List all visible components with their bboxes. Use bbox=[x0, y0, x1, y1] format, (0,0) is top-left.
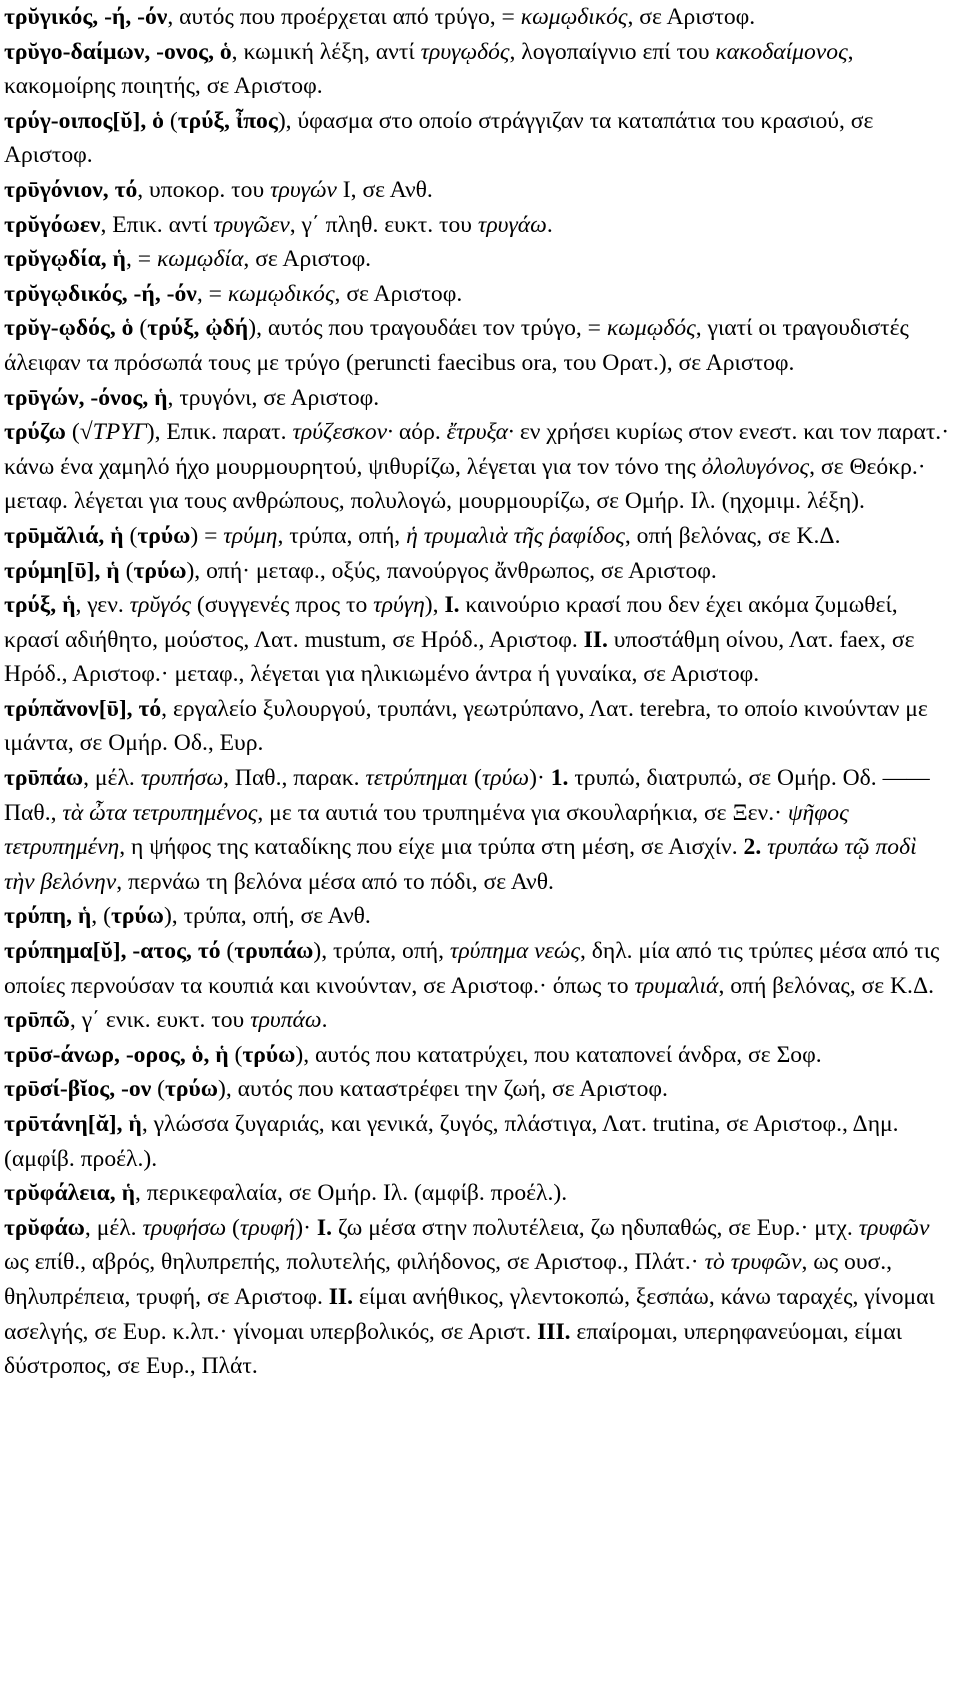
entry-text: ως επίθ., αβρός, θηλυπρεπής, πολυτελής, φιλήδονος, σε Αριστοφ., Πλάτ.· bbox=[4, 1249, 705, 1276]
entry-text: ), αυτός που καταστρέφει την ζωή, σε Αριστοφ. bbox=[218, 1076, 668, 1103]
entry-text: , κακομοίρης ποιητής, σε Αριστοφ. bbox=[4, 38, 854, 100]
entry-text: , δηλ. μία από τις τρύπες μέσα από τις οποίες περνούσαν τα κουπιά και κινούνταν, σε Αριστοφ.· όπως το bbox=[4, 938, 940, 999]
entry-headword: τρῡγών, -όνος, ἡ bbox=[4, 384, 168, 411]
entry-italic-text: τρυφήσω bbox=[142, 1214, 227, 1241]
entry-text: , Επικ. αντί bbox=[100, 211, 214, 238]
entry-text: , σε Αριστοφ. bbox=[627, 4, 756, 30]
entry-text: , = bbox=[125, 246, 157, 273]
dictionary-entry bbox=[4, 1211, 952, 1384]
entry-text: , σε Αριστοφ. bbox=[334, 280, 463, 307]
dictionary-entry bbox=[4, 1107, 952, 1176]
entry-text: ( bbox=[163, 107, 178, 134]
entry-headword: τρῡτάνη[ᾰ], ἡ bbox=[4, 1111, 142, 1137]
entry-headword: τρύξ, ἡ bbox=[4, 592, 76, 619]
dictionary-entry bbox=[4, 1072, 952, 1107]
entry-text: ( bbox=[119, 557, 134, 584]
entry-italic-text: τρυγῶεν bbox=[213, 211, 290, 238]
entry-headword: τρῠγόωεν bbox=[4, 211, 101, 238]
entry-headword: τρῠγῳδία, ἡ bbox=[4, 246, 126, 273]
entry-headword: τρῠγῳδικός, -ή, -όν bbox=[4, 280, 197, 307]
entry-headword: τρῡμᾰλιά, ἡ bbox=[4, 522, 124, 549]
entry-text: , μέλ. bbox=[83, 765, 141, 792]
entry-text: , εργαλείο ξυλουργού, τρυπάνι, γεωτρύπανο, Λατ. terebra, το οποίο κινούνταν με ιμάντα, σε Ομήρ. Οδ., Ευρ. bbox=[4, 695, 928, 757]
entry-text: ( bbox=[220, 938, 235, 965]
entry-italic-text: κακοδαίμονος bbox=[715, 38, 848, 65]
entry-text: , υποκορ. του bbox=[137, 176, 271, 203]
entry-text: ( bbox=[226, 1214, 240, 1241]
entry-headword: τρῠγο-δαίμων, -ονος, ὁ bbox=[4, 38, 232, 65]
entry-text: υποστάθμη οίνου, Λατ. faex, σε Ηρόδ., Αριστοφ.· μεταφ., λέγεται για ηλικιωμένο άντρα ή γυναίκα, σε Αριστοφ. bbox=[4, 626, 915, 688]
entry-text: , σε Θεόκρ.· μεταφ. λέγεται για τους ανθρώπους, πολυλογώ, μουρμουρίζω, σε Ομήρ. Ιλ. (ηχομιμ. λέξη). bbox=[4, 453, 926, 515]
entry-italic-text: τετρύπημαι bbox=[365, 765, 469, 792]
entry-italic-text: √ΤΡΥΓ bbox=[79, 419, 147, 446]
entry-headword: II. bbox=[583, 626, 608, 653]
entry-italic-text: τρυγών bbox=[270, 176, 337, 203]
entry-headword: τρύω bbox=[137, 522, 191, 549]
entry-headword: τρύζω bbox=[4, 419, 66, 446]
dictionary-entry bbox=[4, 1038, 952, 1073]
entry-italic-text: τρυπάω bbox=[250, 1007, 322, 1034]
entry-italic-text: ὀλολυγόνος bbox=[701, 453, 810, 480]
dictionary-entry bbox=[4, 173, 952, 208]
entry-italic-text: τρῠγός bbox=[129, 592, 191, 619]
entry-italic-text: κωμῳδικός bbox=[520, 4, 628, 30]
entry-text: ) = bbox=[190, 522, 224, 549]
entry-text: ), τρύπα, οπή, σε Ανθ. bbox=[163, 903, 371, 930]
entry-italic-text: κωμῳδία bbox=[156, 246, 244, 273]
entry-headword: τρυπάω bbox=[234, 938, 314, 965]
entry-text: , γ΄ ενικ. ευκτ. του bbox=[69, 1007, 251, 1034]
entry-text: , ( bbox=[91, 903, 111, 930]
entry-text: (συγγενές προς το bbox=[190, 592, 374, 619]
entry-text: ( bbox=[228, 1041, 243, 1068]
entry-text: I, σε Ανθ. bbox=[336, 176, 433, 203]
entry-text: ), bbox=[424, 592, 445, 619]
entry-text: ), αυτός που κατατρύχει, που καταπονεί άνδρα, σε Σοφ. bbox=[295, 1041, 822, 1068]
entry-italic-text: τὰ ὦτα τετρυπημένος bbox=[62, 799, 258, 826]
entry-headword: τρύπη, ἡ bbox=[4, 903, 92, 930]
entry-italic-text: ψῆφος τετρυπημένη bbox=[4, 799, 849, 861]
dictionary-entry bbox=[4, 242, 952, 277]
entry-italic-text: ἡ τρυμαλιὰ τῆς ῥαφίδος bbox=[406, 522, 625, 549]
entry-text: ζω μέσα στην πολυτέλεια, ζω ηδυπαθώς, σε Ευρ.· μτχ. bbox=[331, 1214, 859, 1241]
dictionary-entry bbox=[4, 934, 952, 1003]
entry-text: , περικεφαλαία, σε Ομήρ. Ιλ. (αμφίβ. προέλ.). bbox=[135, 1180, 568, 1207]
entry-text: )· bbox=[295, 1214, 317, 1241]
entry-text: , τρύπα, οπή, bbox=[277, 522, 407, 549]
dictionary-entry bbox=[4, 381, 952, 416]
entry-text: , Παθ., παρακ. bbox=[223, 765, 366, 792]
entry-headword: τρῡπάω bbox=[4, 765, 84, 792]
entry-italic-text: τρυφῶν bbox=[858, 1214, 930, 1241]
entry-text: ), τρύπα, οπή, bbox=[313, 938, 450, 965]
entry-italic-text: τρυγῳδός bbox=[420, 38, 510, 65]
entry-headword: II. bbox=[328, 1283, 354, 1310]
entry-headword: τρύξ, ἶπος bbox=[177, 107, 278, 134]
entry-headword: τρῡσ-άνωρ, -ορος, ὁ, ἡ bbox=[4, 1041, 229, 1068]
entry-headword: τρύπᾰνον[ῡ], τό bbox=[4, 695, 162, 722]
entry-headword: τρύω bbox=[242, 1041, 296, 1068]
entry-text: ( bbox=[468, 765, 482, 792]
dictionary-entry bbox=[4, 311, 952, 380]
entry-text: . bbox=[546, 211, 553, 238]
entry-text: ( bbox=[133, 315, 148, 342]
entry-headword: τρύμη[ῡ], ἡ bbox=[4, 557, 120, 584]
dictionary-entry bbox=[4, 1003, 952, 1038]
dictionary-entry bbox=[4, 554, 952, 589]
entry-italic-text: τρυπήσω bbox=[140, 765, 224, 792]
entry-text: , η ψήφος της καταδίκης που είχε μια τρύπα στη μέση, σε Αισχίν. bbox=[119, 834, 744, 861]
entry-headword: τρῠγ-ῳδός, ὁ bbox=[4, 315, 134, 342]
entry-headword: 1. bbox=[550, 765, 569, 792]
entry-headword: τρῠγικός, -ή, -όν bbox=[4, 4, 168, 30]
entry-text: καινούριο κρασί που δεν έχει ακόμα ζυμωθεί, κρασί αδιήθητο, μούστος, Λατ. mustum, σε Ηρόδ., Αριστοφ. bbox=[4, 592, 898, 653]
entry-text: εν χρήσει κυρίως στον ενεστ. και τον παρατ.· κάνω ένα χαμηλό ήχο μουρμουρητού, ψιθυρίζω, λέγεται για τον τόνο της bbox=[4, 419, 950, 480]
entry-headword: III. bbox=[537, 1318, 571, 1345]
entry-text: , γιατί οι τραγουδιστές άλειφαν τα πρόσωπά τους με τρύγο (peruncti faecibus ora, του Ορατ.), σε Αριστοφ. bbox=[4, 315, 909, 376]
entry-text: ), ύφασμα στο οποίο στράγγιζαν τα καταπάτια του κρασιού, σε Αριστοφ. bbox=[4, 107, 874, 169]
entry-text: , = bbox=[196, 280, 228, 307]
entry-text: ( bbox=[123, 522, 138, 549]
entry-italic-text: τρυφή bbox=[239, 1214, 296, 1241]
entry-headword: τρῡσί-βῐος, -ον bbox=[4, 1076, 152, 1103]
entry-italic-text: τρυγάω bbox=[477, 211, 547, 238]
entry-italic-text: τρύζεσκον· bbox=[292, 419, 394, 446]
entry-italic-text: τὸ τρυφῶν bbox=[704, 1249, 802, 1276]
entry-text: , αυτός που προέρχεται από τρύγο, = bbox=[167, 4, 521, 30]
dictionary-entry bbox=[4, 208, 952, 243]
dictionary-entry bbox=[4, 35, 952, 104]
entry-text: αόρ. bbox=[393, 419, 447, 446]
entry-text: , γεν. bbox=[75, 592, 130, 619]
entry-text: ( bbox=[151, 1076, 166, 1103]
entry-text: , μέλ. bbox=[84, 1214, 143, 1241]
entry-italic-text: κωμῳδικός bbox=[227, 280, 335, 307]
entry-text: , οπή βελόνας, σε Κ.Δ. bbox=[718, 972, 935, 999]
entry-italic-text: τρύγη bbox=[373, 592, 425, 619]
entry-text: . bbox=[321, 1007, 328, 1034]
entry-headword: τρύω bbox=[133, 557, 187, 584]
dictionary-entry bbox=[4, 692, 952, 761]
entry-text: , σε Αριστοφ. bbox=[243, 246, 372, 273]
entry-italic-text: ἔτρυξα· bbox=[446, 419, 514, 446]
entry-italic-text: τρύπημα νεώς bbox=[449, 938, 580, 965]
entry-text: , περνάω τη βελόνα μέσα από το πόδι, σε Ανθ. bbox=[116, 868, 554, 895]
dictionary-entry bbox=[4, 277, 952, 312]
entry-text: επαίρομαι, υπερηφανεύομαι, είμαι δύστροπος, σε Ευρ., Πλάτ. bbox=[4, 1318, 903, 1380]
entry-text: , λογοπαίγνιο επί του bbox=[509, 38, 716, 65]
entry-italic-text: τρυμαλιά bbox=[634, 972, 719, 999]
entry-headword: I. bbox=[316, 1214, 332, 1241]
entry-headword: τρῠφάω bbox=[4, 1214, 85, 1241]
entry-text: , γλώσσα ζυγαριάς, και γενικά, ζυγός, πλάστιγα, Λατ. trutina, σε Αριστοφ., Δημ. (αμφίβ. προέλ.). bbox=[4, 1111, 899, 1172]
dictionary-entry bbox=[4, 104, 952, 173]
entry-italic-text: τρύμη bbox=[223, 522, 278, 549]
entry-text: , με τα αυτιά του τρυπημένα για σκουλαρήκια, σε Ξεν.· bbox=[257, 799, 788, 826]
entry-text: ( bbox=[65, 419, 80, 446]
entry-text: , οπή βελόνας, σε Κ.Δ. bbox=[624, 522, 841, 549]
dictionary-entry bbox=[4, 899, 952, 934]
entry-headword: τρῡπῶ bbox=[4, 1007, 70, 1034]
entry-headword: τρύγ-οιπος[ῠ], ὁ bbox=[4, 107, 164, 134]
dictionary-entry bbox=[4, 761, 952, 899]
entry-headword: τρύξ, ᾠδή bbox=[147, 315, 249, 342]
entry-text: είμαι ανήθικος, γλεντοκοπώ, ξεσπάω, κάνω ταραχές, γίνομαι ασελγής, σε Ευρ. κ.λπ.· γίνομαι υπερβολικός, σε Αριστ. bbox=[4, 1283, 935, 1345]
entry-text: , ως ουσ., θηλυπρέπεια, τρυφή, σε Αριστοφ. bbox=[4, 1249, 893, 1310]
entry-headword: τρύω bbox=[110, 903, 164, 930]
entry-text: , κωμική λέξη, αντί bbox=[231, 38, 421, 65]
entry-italic-text: κωμῳδός bbox=[606, 315, 696, 342]
entry-text: )· bbox=[529, 765, 551, 792]
entry-text: τρυπώ, διατρυπώ, σε Ομήρ. Οδ. ―― Παθ., bbox=[4, 765, 930, 826]
entry-headword: τρῡγόνιον, τό bbox=[4, 176, 138, 203]
entry-headword: τρύω bbox=[165, 1076, 219, 1103]
entry-text: , γ΄ πληθ. ευκτ. του bbox=[289, 211, 478, 238]
dictionary-entry bbox=[4, 1176, 952, 1211]
entry-headword: I. bbox=[444, 592, 460, 619]
dictionary-entry bbox=[4, 415, 952, 519]
entry-headword: τρῠφάλεια, ἡ bbox=[4, 1180, 135, 1207]
entry-italic-text: τρύω bbox=[481, 765, 530, 792]
dictionary-entry bbox=[4, 0, 952, 35]
entry-italic-text: τρυπάω τῷ ποδὶ τὴν βελόνην bbox=[4, 834, 917, 895]
dictionary-entry bbox=[4, 588, 952, 692]
dictionary-entry bbox=[4, 519, 952, 554]
entry-text: ), Επικ. παρατ. bbox=[146, 419, 293, 446]
entry-text: , τρυγόνι, σε Αριστοφ. bbox=[167, 384, 380, 411]
entry-headword: τρύπημα[ῠ], -ατος, τό bbox=[4, 938, 221, 965]
entry-headword: 2. bbox=[743, 834, 762, 861]
entry-text: ), αυτός που τραγουδάει τον τρύγο, = bbox=[248, 315, 607, 342]
entry-text: ), οπή· μεταφ., οξύς, πανούργος ἄνθρωπος, σε Αριστοφ. bbox=[186, 557, 717, 584]
